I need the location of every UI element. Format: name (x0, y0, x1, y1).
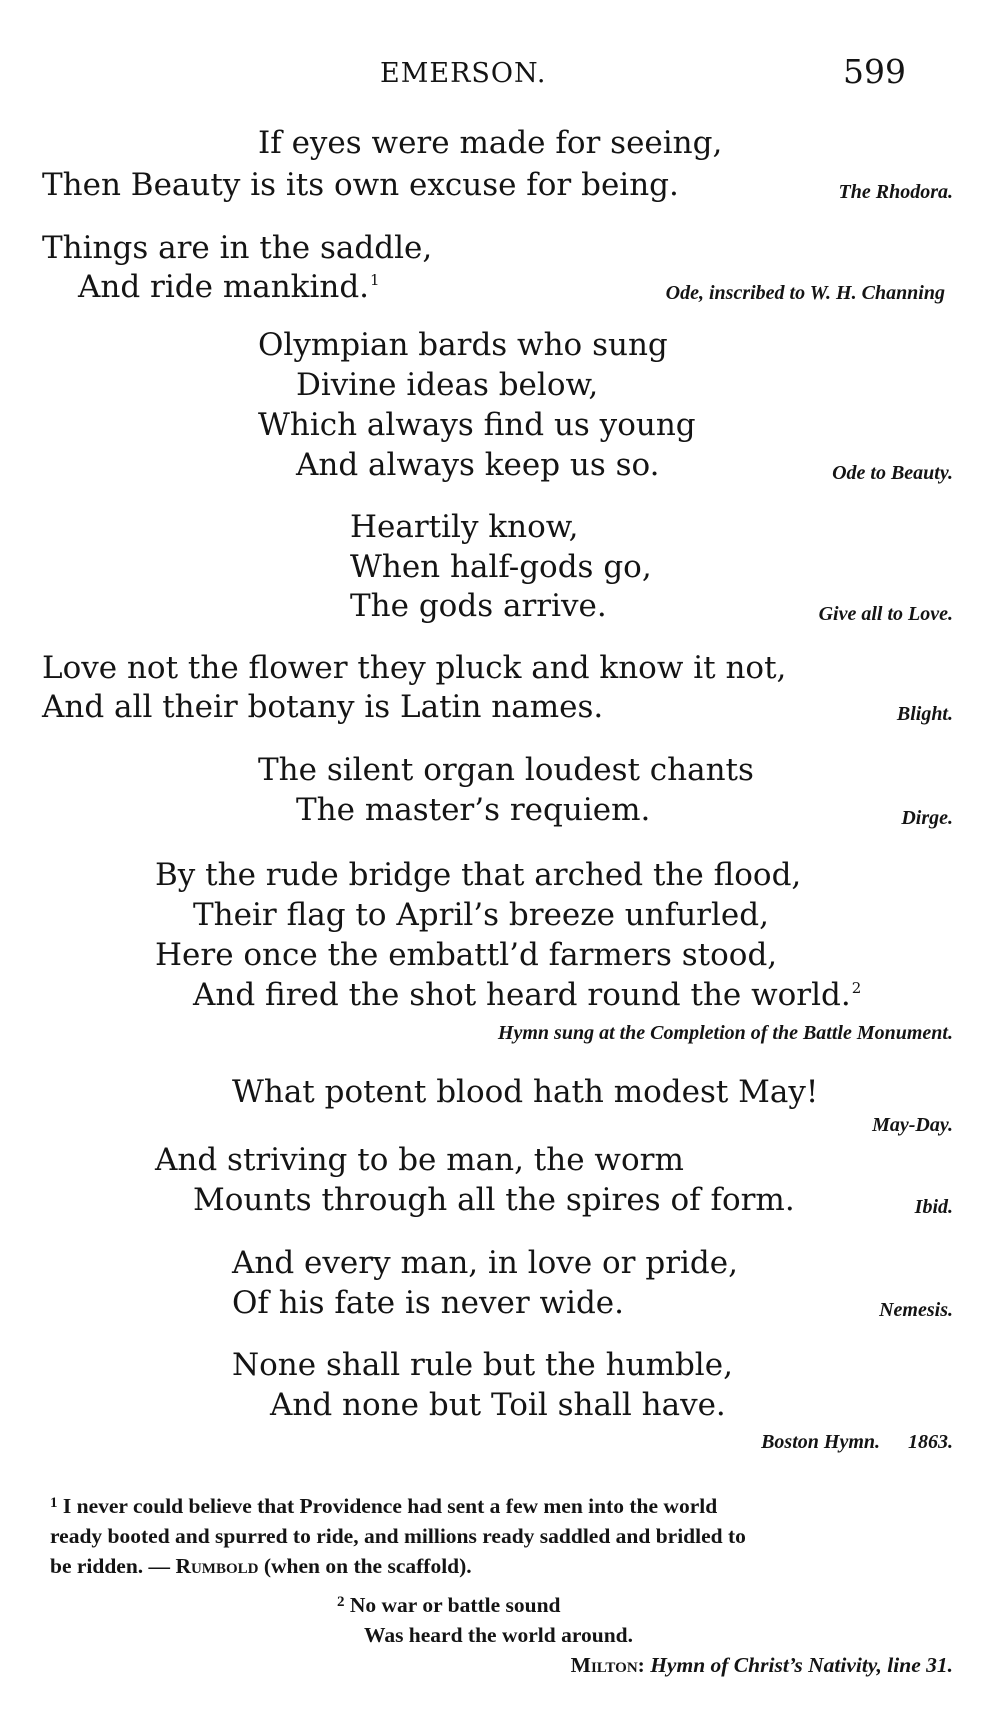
verse-line: Olympian bards who sung (258, 327, 668, 363)
source-year: 1863. (908, 1431, 953, 1453)
footnote-author: Milton (570, 1653, 638, 1677)
footnote-1-line: ready booted and spurred to ride, and millions ready saddled and bridled to (50, 1524, 746, 1548)
verse-line: Heartily know, (350, 509, 579, 545)
verse-line: Divine ideas below, (296, 367, 599, 403)
verse-line: What potent blood hath modest May! (232, 1074, 819, 1110)
verse-line: And striving to be man, the worm (155, 1142, 684, 1178)
page-number: 599 (843, 52, 906, 91)
source-title: Boston Hymn. (761, 1431, 880, 1453)
source-citation: The Rhodora. (838, 181, 953, 203)
verse-line: Mounts through all the spires of form. (193, 1182, 795, 1218)
footnote-text: No war or battle sound (349, 1593, 561, 1617)
footnote-separator: : (637, 1653, 645, 1677)
verse-line: The gods arrive. (350, 588, 607, 624)
verse-line: By the rude bridge that arched the flood, (155, 857, 802, 893)
source-citation: Ode to Beauty. (832, 462, 953, 484)
verse-line: Which always find us young (258, 407, 696, 443)
verse-line: Love not the flower they pluck and know it not, (42, 650, 787, 686)
verse-line (78, 269, 380, 305)
verse-line (193, 977, 862, 1013)
source-citation: Give all to Love. (818, 603, 953, 625)
verse-line: Their flag to April’s breeze unfurled, (193, 897, 769, 933)
footnote-mark: 1 (50, 1495, 58, 1511)
verse-line: When half-gods go, (350, 549, 652, 585)
verse-line: And always keep us so. (296, 447, 660, 483)
verse-line: And none but Toil shall have. (270, 1387, 726, 1423)
footnote-1-line (50, 1556, 472, 1578)
verse-line: The silent organ loudest chants (258, 752, 754, 788)
verse-line: Then Beauty is its own excuse for being. (42, 167, 679, 203)
source-citation: Nemesis. (879, 1299, 953, 1321)
verse-line: And all their botany is Latin names. (42, 689, 604, 725)
footnote-text: be ridden. — (50, 1554, 171, 1578)
footnote-marker[interactable]: 2 (851, 979, 862, 997)
footnote-text: I never could believe that Providence had sent a few men into the world (62, 1494, 718, 1518)
source-citation: Ode, inscribed to W. H. Channing (665, 282, 945, 304)
footnote-2-line (571, 1655, 953, 1677)
footnote-work: Hymn of Christ’s Nativity, line 31. (650, 1653, 953, 1677)
running-header: EMERSON. (380, 58, 547, 89)
source-citation: Blight. (896, 703, 953, 725)
source-citation: Ibid. (914, 1196, 953, 1218)
verse-line: None shall rule but the humble, (232, 1347, 733, 1383)
source-citation (761, 1432, 953, 1452)
source-citation: Hymn sung at the Completion of the Battle Monument. (497, 1022, 953, 1044)
source-citation: May-Day. (872, 1114, 953, 1136)
verse-line: The master’s requiem. (296, 792, 651, 828)
footnote-2-line: Was heard the world around. (364, 1623, 633, 1647)
footnote-text: (when on the scaffold). (263, 1554, 472, 1578)
verse-text: And fired the shot heard round the world. (193, 977, 851, 1013)
footnote-marker[interactable]: 1 (370, 271, 380, 289)
verse-line: Here once the embattl’d farmers stood, (155, 937, 778, 973)
footnote-author: Rumbold (175, 1554, 259, 1578)
footnote-1-line (50, 1496, 717, 1518)
verse-text: And ride mankind. (78, 269, 370, 305)
footnote-2-line (337, 1595, 561, 1617)
verse-line: Of his fate is never wide. (232, 1285, 625, 1321)
footnote-mark: 2 (337, 1594, 345, 1610)
source-citation: Dirge. (901, 807, 953, 829)
verse-line: Things are in the saddle, (42, 230, 433, 266)
verse-line: If eyes were made for seeing, (258, 125, 723, 161)
verse-line: And every man, in love or pride, (232, 1245, 738, 1281)
